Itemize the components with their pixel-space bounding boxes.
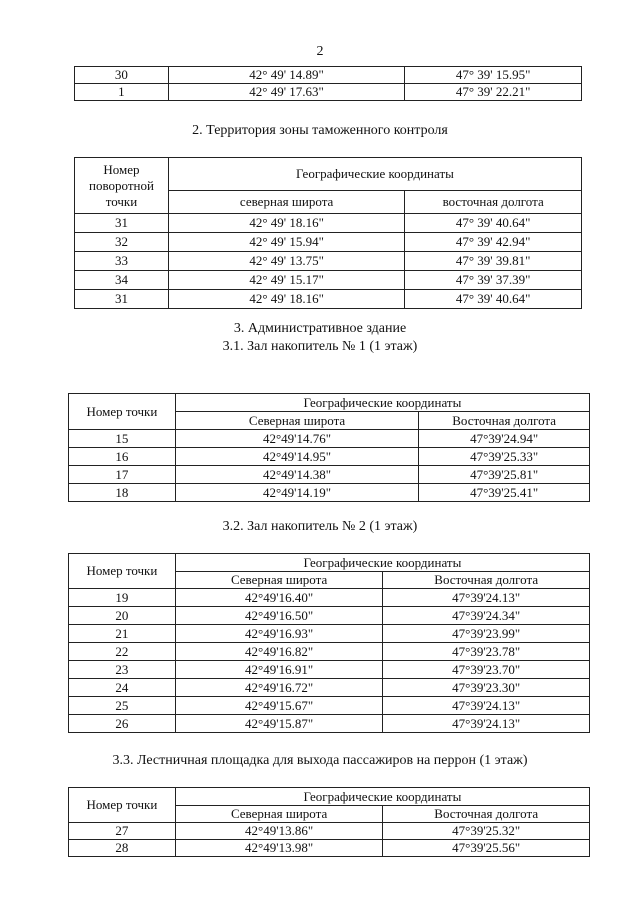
- latitude-cell: 42°49'16.50": [175, 607, 383, 625]
- point-number-cell: 31: [75, 214, 169, 233]
- longitude-cell: 47° 39' 42.94": [405, 233, 582, 252]
- latitude-cell: 42°49'14.95": [175, 448, 418, 466]
- table-body: [69, 430, 590, 502]
- stair-landing-table: [68, 787, 590, 857]
- table-row: [69, 661, 590, 679]
- latitude-cell: 42°49'15.87": [175, 715, 383, 733]
- header-longitude: Восточная долгота: [383, 806, 590, 823]
- longitude-cell: 47° 39' 22.21": [405, 84, 582, 101]
- table-row: [69, 697, 590, 715]
- latitude-cell: 42° 49' 15.17": [168, 271, 404, 290]
- latitude-cell: 42°49'16.72": [175, 679, 383, 697]
- latitude-cell: 42°49'14.19": [175, 484, 418, 502]
- longitude-cell: 47°39'23.78": [383, 643, 590, 661]
- point-number-cell: 34: [75, 271, 169, 290]
- point-number-cell: 27: [69, 823, 176, 840]
- point-number-cell: 31: [75, 290, 169, 309]
- table-row: [69, 607, 590, 625]
- header-latitude: Северная широта: [175, 572, 383, 589]
- longitude-cell: 47°39'24.94": [419, 430, 590, 448]
- page-number: 2: [316, 44, 324, 59]
- point-number-cell: 33: [75, 252, 169, 271]
- longitude-cell: 47°39'23.99": [383, 625, 590, 643]
- header-point-number: Номер точки: [69, 554, 176, 589]
- latitude-cell: 42°49'16.91": [175, 661, 383, 679]
- latitude-cell: 42°49'13.98": [175, 840, 383, 857]
- longitude-cell: 47°39'24.34": [383, 607, 590, 625]
- longitude-cell: 47°39'25.32": [383, 823, 590, 840]
- point-number-cell: 1: [75, 84, 169, 101]
- table-body: [69, 589, 590, 733]
- table-row: [69, 625, 590, 643]
- longitude-cell: 47°39'25.81": [419, 466, 590, 484]
- longitude-cell: 47°39'25.33": [419, 448, 590, 466]
- point-number-cell: 30: [75, 67, 169, 84]
- longitude-cell: 47° 39' 15.95": [405, 67, 582, 84]
- point-number-cell: 26: [69, 715, 176, 733]
- latitude-cell: 42°49'16.40": [175, 589, 383, 607]
- point-number-cell: 24: [69, 679, 176, 697]
- section-3-2-title: 3.2. Зал накопитель № 2 (1 этаж): [222, 519, 418, 534]
- header-latitude: северная широта: [168, 191, 404, 214]
- table-body: [75, 67, 582, 101]
- table-row: [69, 823, 590, 840]
- table-row: [69, 430, 590, 448]
- latitude-cell: 42°49'15.67": [175, 697, 383, 715]
- longitude-cell: 47°39'24.13": [383, 715, 590, 733]
- point-number-cell: 20: [69, 607, 176, 625]
- header-geo-coords: Географические координаты: [175, 554, 589, 572]
- table-row: [75, 271, 582, 290]
- longitude-cell: 47° 39' 40.64": [405, 290, 582, 309]
- table-row: [75, 252, 582, 271]
- point-number-cell: 25: [69, 697, 176, 715]
- longitude-cell: 47°39'23.30": [383, 679, 590, 697]
- latitude-cell: 42° 49' 15.94": [168, 233, 404, 252]
- longitude-cell: 47°39'25.56": [383, 840, 590, 857]
- latitude-cell: 42° 49' 18.16": [168, 214, 404, 233]
- header-latitude: Северная широта: [175, 412, 418, 430]
- point-number-cell: 17: [69, 466, 176, 484]
- header-latitude: Северная широта: [175, 806, 383, 823]
- header-geo-coords: Географические координаты: [175, 788, 589, 806]
- header-point-number: Номер поворотной точки: [75, 158, 169, 214]
- point-number-cell: 16: [69, 448, 176, 466]
- latitude-cell: 42°49'16.82": [175, 643, 383, 661]
- header-longitude: Восточная долгота: [419, 412, 590, 430]
- table-body: [75, 214, 582, 309]
- table-row: [69, 840, 590, 857]
- table-row: [69, 448, 590, 466]
- table-row: [69, 484, 590, 502]
- section-3-3-title: 3.3. Лестничная площадка для выхода пассажиров на перрон (1 этаж): [112, 753, 528, 768]
- point-number-cell: 21: [69, 625, 176, 643]
- hall-1-table: [68, 393, 590, 502]
- longitude-cell: 47° 39' 37.39": [405, 271, 582, 290]
- section-3-title: 3. Административное здание: [233, 321, 407, 336]
- table-row: [69, 589, 590, 607]
- table-row: [75, 290, 582, 309]
- table-row: [75, 233, 582, 252]
- table-row: [75, 84, 582, 101]
- longitude-cell: 47°39'24.13": [383, 697, 590, 715]
- header-longitude: восточная долгота: [405, 191, 582, 214]
- table-row: [69, 643, 590, 661]
- latitude-cell: 42° 49' 17.63": [168, 84, 405, 101]
- longitude-cell: 47° 39' 39.81": [405, 252, 582, 271]
- latitude-cell: 42° 49' 14.89": [168, 67, 405, 84]
- latitude-cell: 42°49'14.76": [175, 430, 418, 448]
- longitude-cell: 47°39'25.41": [419, 484, 590, 502]
- header-point-number: Номер точки: [69, 394, 176, 430]
- latitude-cell: 42°49'13.86": [175, 823, 383, 840]
- latitude-cell: 42° 49' 13.75": [168, 252, 404, 271]
- point-number-cell: 32: [75, 233, 169, 252]
- coordinates-table-continued: [74, 66, 582, 101]
- header-point-number: Номер точки: [69, 788, 176, 823]
- hall-2-table: [68, 553, 590, 733]
- point-number-cell: 28: [69, 840, 176, 857]
- longitude-cell: 47°39'23.70": [383, 661, 590, 679]
- header-longitude: Восточная долгота: [383, 572, 590, 589]
- header-geo-coords: Географические координаты: [175, 394, 589, 412]
- point-number-cell: 23: [69, 661, 176, 679]
- longitude-cell: 47°39'24.13": [383, 589, 590, 607]
- longitude-cell: 47° 39' 40.64": [405, 214, 582, 233]
- latitude-cell: 42°49'16.93": [175, 625, 383, 643]
- table-row: [69, 466, 590, 484]
- customs-zone-table: [74, 157, 582, 309]
- point-number-cell: 19: [69, 589, 176, 607]
- section-3-1-title: 3.1. Зал накопитель № 1 (1 этаж): [222, 339, 418, 354]
- table-row: [69, 679, 590, 697]
- latitude-cell: 42° 49' 18.16": [168, 290, 404, 309]
- latitude-cell: 42°49'14.38": [175, 466, 418, 484]
- table-body: [69, 823, 590, 857]
- section-2-title: 2. Территория зоны таможенного контроля: [192, 123, 448, 138]
- point-number-cell: 15: [69, 430, 176, 448]
- point-number-cell: 18: [69, 484, 176, 502]
- table-row: [75, 214, 582, 233]
- table-row: [69, 715, 590, 733]
- table-row: [75, 67, 582, 84]
- header-geo-coords: Географические координаты: [168, 158, 581, 191]
- point-number-cell: 22: [69, 643, 176, 661]
